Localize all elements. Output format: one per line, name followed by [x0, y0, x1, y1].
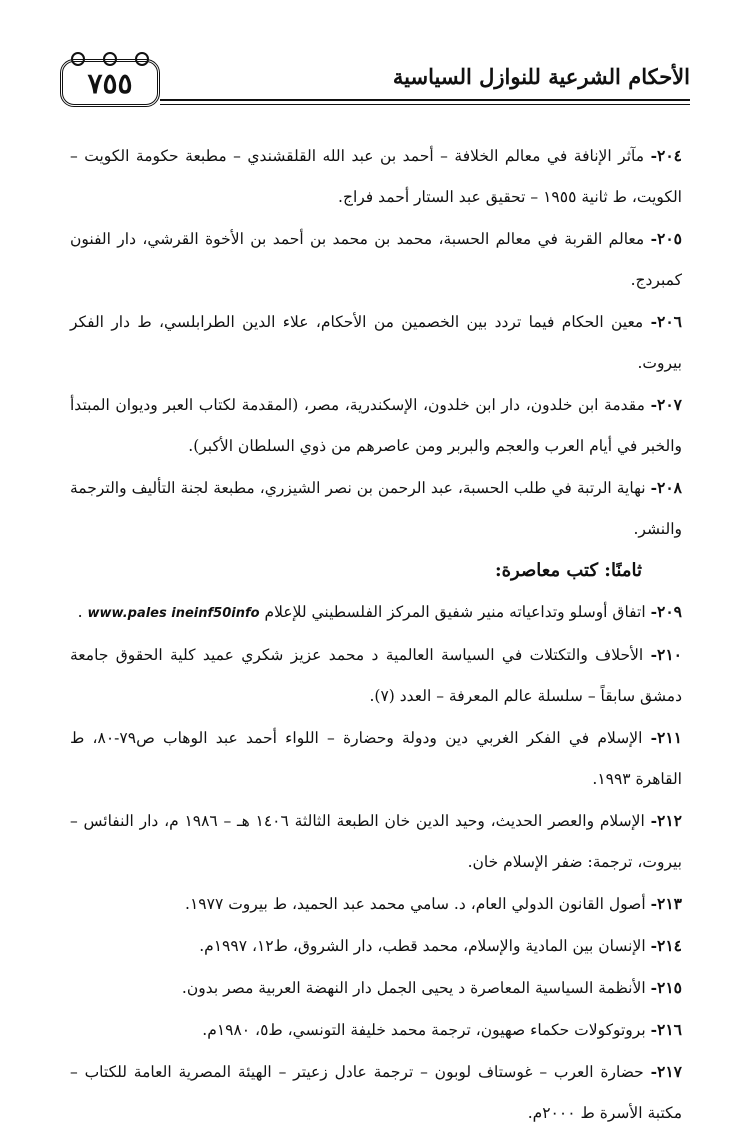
bibliography-entry	[70, 301, 682, 384]
bibliography-entry	[70, 800, 682, 883]
entry-number: ٢٠٦-	[650, 312, 682, 331]
bibliography-entry	[70, 1009, 682, 1051]
section-title: ثامنًا: كتب معاصرة:	[494, 560, 642, 581]
header-rule	[160, 99, 690, 105]
entry-text: معالم القربة في معالم الحسبة، محمد بن محمد بن أحمد بن الأخوة القرشي، دار الفنون كمبردج.	[70, 230, 682, 289]
entry-text: اتفاق أوسلو وتداعياته منير شفيق المركز الفلسطيني للإعلام	[264, 603, 646, 621]
entry-end: .	[77, 603, 83, 621]
entry-number: ٢٠٩-	[650, 602, 682, 621]
page-number: ٧٥٥	[87, 66, 133, 100]
entry-number: ٢١١-	[650, 728, 682, 747]
page-number-frame	[60, 59, 160, 107]
entry-url: www.pales ineinf50info	[87, 606, 260, 621]
entry-text: الأحلاف والتكتلات في السياسة العالمية د محمد عزيز شكري عميد كلية الحقوق جامعة دمشق سابقاً – سلسلة عالم المعرفة – العدد (٧).	[70, 646, 682, 705]
bibliography-list	[70, 135, 682, 1134]
entry-text: الأنظمة السياسية المعاصرة د يحيى الجمل دار النهضة العربية مصر بدون.	[181, 979, 646, 997]
entry-number: ٢١٥-	[650, 978, 682, 997]
entry-number: ٢١٦-	[650, 1020, 682, 1039]
bibliography-entry	[70, 883, 682, 925]
bibliography-entry	[70, 384, 682, 467]
entry-text: نهاية الرتبة في طلب الحسبة، عبد الرحمن بن نصر الشيزري، مطبعة لجنة التأليف والترجمة والنشر.	[70, 479, 682, 538]
entry-number: ٢٠٤-	[650, 146, 682, 165]
bibliography-entry	[70, 717, 682, 800]
bibliography-entry	[70, 1051, 682, 1134]
entry-text: مقدمة ابن خلدون، دار ابن خلدون، الإسكندرية، مصر، (المقدمة لكتاب العبر وديوان المبتدأ والخبر في أيام العرب والعجم والبربر ومن عاصرهم من ذوي السلطان الأكبر).	[70, 396, 682, 455]
entry-number: ٢١٢-	[650, 811, 682, 830]
ornament	[71, 52, 149, 64]
entry-number: ٢١٣-	[650, 894, 682, 913]
entry-number: ٢٠٨-	[650, 478, 682, 497]
page-header	[60, 55, 690, 115]
bibliography-entry	[70, 218, 682, 301]
entry-text: بروتوكولات حكماء صهيون، ترجمة محمد خليفة التونسي، ط٥، ١٩٨٠م.	[202, 1021, 646, 1039]
bibliography-entry	[70, 634, 682, 717]
bibliography-entry	[70, 467, 682, 550]
entry-number: ٢٠٧-	[650, 395, 682, 414]
entry-text: الإسلام والعصر الحديث، وحيد الدين خان الطبعة الثالثة ١٤٠٦ هـ – ١٩٨٦ م، دار النفائس – بيروت، ترجمة: ضفر الإسلام خان.	[70, 812, 682, 871]
running-title: الأحكام الشرعية للنوازل السياسية	[392, 64, 690, 89]
entry-number: ٢٠٥-	[650, 229, 682, 248]
entry-number: ٢١٧-	[650, 1062, 682, 1081]
entry-text: الإسلام في الفكر الغربي دين ودولة وحضارة – اللواء أحمد عبد الوهاب ص٧٩-٨٠، ط القاهرة ١٩٩٣.	[70, 729, 682, 788]
bibliography-entry	[70, 967, 682, 1009]
entry-text: الإنسان بين المادية والإسلام، محمد قطب، دار الشروق، ط١٢، ١٩٩٧م.	[199, 937, 646, 955]
bibliography-entry	[70, 925, 682, 967]
bibliography-entry	[70, 135, 682, 218]
entry-number: ٢١٤-	[650, 936, 682, 955]
bibliography-entry	[70, 591, 682, 634]
entry-text: معين الحكام فيما تردد بين الخصمين من الأحكام، علاء الدين الطرابلسي، ط دار الفكر بيروت.	[70, 313, 682, 372]
entry-text: أصول القانون الدولي العام، د. سامي محمد عبد الحميد، ط بيروت ١٩٧٧.	[185, 895, 646, 913]
entry-number: ٢١٠-	[650, 645, 682, 664]
entry-text: مآثر الإنافة في معالم الخلافة – أحمد بن عبد الله القلقشندي – مطبعة حكومة الكويت – الكويت، ط ثانية ١٩٥٥ – تحقيق عبد الستار أحمد فراج.	[70, 147, 682, 206]
entry-text: حضارة العرب – غوستاف لوبون – ترجمة عادل زعيتر – الهيئة المصرية العامة للكتاب – مكتبة الأسرة ط ٢٠٠٠م.	[70, 1063, 682, 1122]
